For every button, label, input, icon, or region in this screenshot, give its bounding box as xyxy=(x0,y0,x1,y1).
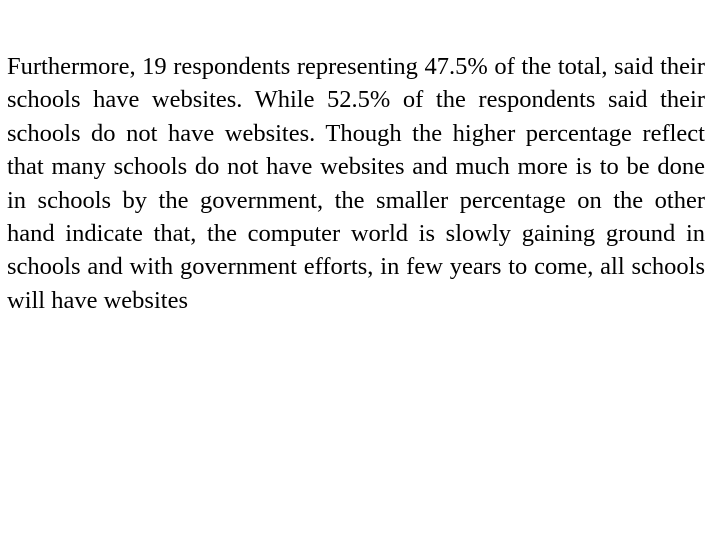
body-paragraph: Furthermore, 19 respondents representing 47.5% of the total, said their schools have websites. While 52.5% of the respondents said their schools do not have websites. Though the higher percentage reflect that many schools do not have websites and much more is to be done in schools by the government, the smaller percentage on the other hand indicate that, the computer world is slowly gaining ground in schools and with government efforts, in few years to come, all schools will have websites xyxy=(7,53,705,314)
